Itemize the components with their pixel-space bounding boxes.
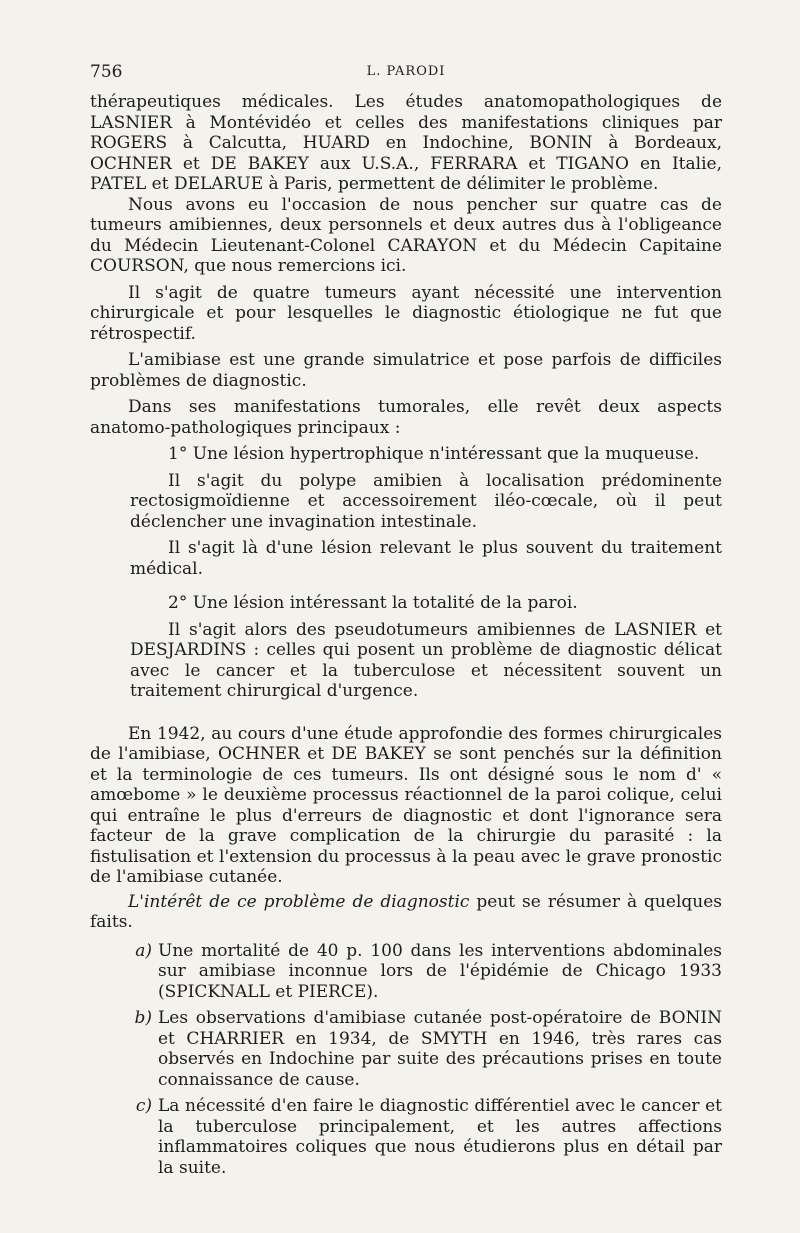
paragraph: Il s'agit là d'une lésion relevant le plus souvent du traitement médical. — [130, 538, 722, 579]
paragraph: thérapeutiques médicales. Les études anatomopathologiques de LASNIER à Montévidéo et celles des manifestations cliniques par ROGERS à Calcutta, HUARD en Indochine, BONIN à Bordeaux, OCHNER et DE BAKEY aux U.S.A., FERRARA et TIGANO en Italie, PATEL et DELARUE à Paris, permettent de délimiter le problème. — [90, 92, 722, 194]
list-label: c) — [135, 1096, 152, 1116]
numbered-heading: 2° Une lésion intéressant la totalité de la paroi. — [168, 593, 578, 613]
list-text: La nécessité d'en faire le diagnostic différentiel avec le cancer et la tuberculose principalement, et les autres affections inflammatoires coliques que nous étudierons plus en détail par la suite. — [158, 1096, 722, 1178]
numbered-heading: 1° Une lésion hypertrophique n'intéressant que la muqueuse. — [168, 444, 700, 464]
subsection — [90, 444, 722, 702]
paragraph: Il s'agit alors des pseudotumeurs amibiennes de LASNIER et DESJARDINS : celles qui posent un problème de diagnostic délicat avec le cancer et la tuberculose et nécessitent souvent un traitement chirurgical d'urgence. — [130, 619, 722, 701]
paragraph: Il s'agit du polype amibien à localisation prédominente rectosigmoïdienne et accessoirement iléo-cœcale, où il peut déclencher une invagination intestinale. — [130, 470, 722, 532]
emphasis: L'intérêt de ce problème de diagnostic — [128, 891, 470, 912]
page — [90, 62, 722, 1178]
running-head-author: L. PARODI — [366, 64, 446, 79]
list-label: a) — [135, 940, 152, 961]
paragraph: En 1942, au cours d'une étude approfondie des formes chirurgicales de l'amibiase, OCHNER et DE BAKEY se sont penchés sur la définition et la terminologie de ces tumeurs. Ils ont désigné sous le nom d' « amœbome » le deuxième processus réactionnel de la paroi colique, celui qui entraîne le plus d'erreurs de diagnostic et dont l'ignorance sera facteur de la grave complication de la chirurgie du parasité : la fistulisation et l'extension du processus à la peau avec le grave pronostic de l'amibiase cutanée. — [90, 723, 722, 887]
paragraph: Nous avons eu l'occasion de nous pencher sur quatre cas de tumeurs amibiennes, deux personnels et deux autres dus à l'obligeance du Médecin Lieutenant-Colonel CARAYON et du Médecin Capitaine COURSON, que nous remercions ici. — [90, 194, 722, 276]
list-item — [90, 1096, 722, 1178]
list-text: Une mortalité de 40 p. 100 dans les interventions abdominales sur amibiase inconnue lors de l'épidémie de Chicago 1933 (SPICKNALL et PIERCE). — [158, 940, 722, 1002]
list-label: b) — [134, 1008, 152, 1028]
list-item — [90, 941, 722, 1003]
page-number: 756 — [90, 62, 123, 82]
lettered-list — [90, 941, 722, 1179]
body-text — [90, 92, 722, 1178]
paragraph-continuation: peut se résumer à quelques faits. — [90, 891, 722, 932]
paragraph: Dans ses manifestations tumorales, elle revêt deux aspects anatomo-pathologiques principaux : — [90, 397, 722, 438]
list-item — [90, 1008, 722, 1090]
list-text: Les observations d'amibiase cutanée post-opératoire de BONIN et CHARRIER en 1934, de SMYTH en 1946, très rares cas observés en Indochine par suite des précautions prises en toute connaissance de cause. — [158, 1008, 722, 1090]
paragraph: L'amibiase est une grande simulatrice et pose parfois de difficiles problèmes de diagnostic. — [90, 350, 722, 391]
paragraph: Il s'agit de quatre tumeurs ayant nécessité une intervention chirurgicale et pour lesquelles le diagnostic étiologique ne fut que rétrospectif. — [90, 282, 722, 344]
running-header — [90, 62, 722, 92]
paragraph — [90, 892, 722, 933]
